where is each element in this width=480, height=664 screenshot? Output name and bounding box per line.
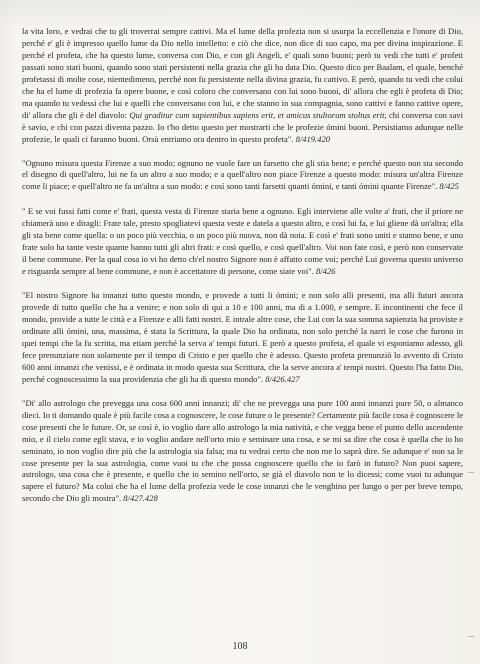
paragraph-1-latin-quote: Qui graditur cum sapientibus sapiens erit, et amicus stultorum stoltus erit [129,109,385,120]
paragraph-spacer [22,386,463,398]
page-number: 108 [232,641,248,652]
paragraph-spacer [22,278,463,290]
paragraph-1 [22,26,463,146]
paragraph-2-reference: 8/425 [439,181,459,192]
paragraph-1-text-end: , chi conversa con savi è savio, e chi con pazzi diventa pazzo. Io t'ho detto questo per mostrarti che le profezie ómini buoni. Persistiamo adunque nelle profezie, le quali ci faranno buoni. Orsù entriamo ora dentro in questo profeta". [22,109,464,144]
bleed-through-band [0,0,480,26]
paragraph-spacer [22,146,463,158]
paragraph-1-reference: 8/419.420 [295,133,331,144]
text-column [22,26,463,505]
paragraph-2 [22,158,463,194]
page-edge-mark [468,636,474,637]
paragraph-2-text: "Ognuno misura questa Firenze a suo modo; ognuno ne vuole fare un farsetto che gli stia bene; e perché questo non sta secondo el disegno di quell'altro, lui ne fa un altro a suo modo; e a quell'altro non piace Firenze a questo modo: misura un'altra Firenze come li piace; e quell'altro ne fa un'altra a suo modo: e così sono tanti farsetti quanti ómini, e tanti ómini quante Firenze". [22,157,463,192]
paragraph-3 [22,206,463,278]
paragraph-4 [22,290,463,386]
paragraph-3-reference: 8/426 [315,266,336,277]
paragraph-1-text: la vita loro, e vedrai che tu gli troverrai sempre cattivi. Ma el lume della profezia non si usurpa la eccellenzia e l'onore di Dio, perché e' gli è impresso quello lume da Dio nello intelletto: e ciò che dice, non dice di suo capo, ma per divina inspirazione. E perché el profeta, che ha questo lume, conversa con Dio, e con gli Angeli, e' quali sono buoni; però tu vedi che tutti e' profeti passati sono stati buoni, quando sono stati persistenti nella grazia che gli ha data Dio. Questo dico per Baalam, el quale, benché profetassi di molte cose, nientedimeno, perché non fu persistente nella divina grazia, fu cattivo. E però, quando tu vedi che colui che ha el lume di profezia fa opere buone, e così coloro che conversano con lui sono buoni, di' allora che egli è profeta di Dio; ma quando tu vedessi che lui e quelli che conversano con lui, e che stanno in sua compagnia, sono cattivi e fanno cattive opere, di' allora che gli è del diavolo: [22,26,463,120]
paragraph-spacer [22,193,463,206]
paragraph-3-text: " E se voi fussi fatti come e' frati, questa vesta di Firenze staria bene a ognuno. Egli interviene alle volte a' frati, che il priore ne chiamerà uno e diragli: Frate tale, presto spogliatevi questa veste e datela a questo altro, e così lui fa, e lui gliene dà un'altra; ella gli sta bene come quella: o un poco più vecchia, o un poco più nuova, non dà noia. E così e' frati sono uniti e stanno bene, e uno frate solo ha tante veste quante hanno tutti gli altri frati: e così quello, e così quell'altro. Voi non fate così, e però non conservate il bene commune. Per la qual cosa io vi ho detto ch'el nostro Signore non è affatto come voi; perché Lui governa questo universo e risguarda sempre al bene commune, e non è accettatore di persone, come siate voi". [22,206,463,277]
paragraph-4-reference: 8/426.427 [265,373,300,384]
paragraph-5-text: "Di' allo astrologo che prevegga una cosa 600 anni innanzi; di' che ne prevegga una pure 100 anni innanzi pure 50, o almanco dieci. Io ti domando quale è più facile cosa a cognoscere, le cose future o le presente? Certamente più facile cosa è cognoscere le cose presenti che le future. Or, se così è, io voglio dare allo astrologo la mia natività, e che vegga bene el punto dello ascendente mio, e il cielo come egli stava, e io voglio andare nell'orto mio e seminare una cosa, e se mi sa dire che cosa è quella che io ho seminato, io non voglio dire più che la astrologia sia falsa; ma tu vedrai certo che non me lo saprà dire. Se adunque e' non sa le cose presente per la sua astrologia, come vuoi tu che che possa cognoscere quello che io farò in futuro? Non puoi sapere, astrologo, una cosa che è presente, e quello che io semino nell'orto, se già el diavolo non te lo dicessi; come vuoi tu adunque sapere el futuro? Ma colui che ha el lume della profezia vede le cose innanzi che le venghino per lungo o per per breve tempo, secondo che Dio gli mostra". [22,397,463,504]
paragraph-5-reference: 8/427.428 [123,493,158,504]
paragraph-4-text: "El nostro Signore ha innanzi tutto questo mondo, e provede a tutti li ómini; e non solo alli presenti, ma alli futuri ancora provede di tutto quello che ha a venire; e non solo di qui a 10 e 100 anni, ma di a 1.000, e sempre. E incontinenti che fece il mondo, provide a tutte le città e a Firenze e alli fatti nostri. E intrale altre cose, che Lui con la sua somma sapienzia ha proviste e ordinate alli ómini, una, massima, è stata la Scrittura, la quale Dio ha ordinata, non solo perché la narri le cose che furono in quei tempi che la fu scritta, ma etiam perché la serva a' tempi futuri. E però a questo profeta, el quale vi esponiamo adesso, gli fece prenunziare non solamente per il tempo di Cristo e per quello che è adesso. Questo profeta prenunziò lo avvento di Cristo 600 anni innanzi che venissi, e è ordinata in modo questa sua Scrittura, che la serve ancora a' tempi nostri. Questo l'ha fatto Dio, perché cognoscessimo la sua providenzia che gli ha di questo mondo". [22,290,463,384]
page-edge-mark [468,472,474,473]
paragraph-5 [22,398,463,506]
